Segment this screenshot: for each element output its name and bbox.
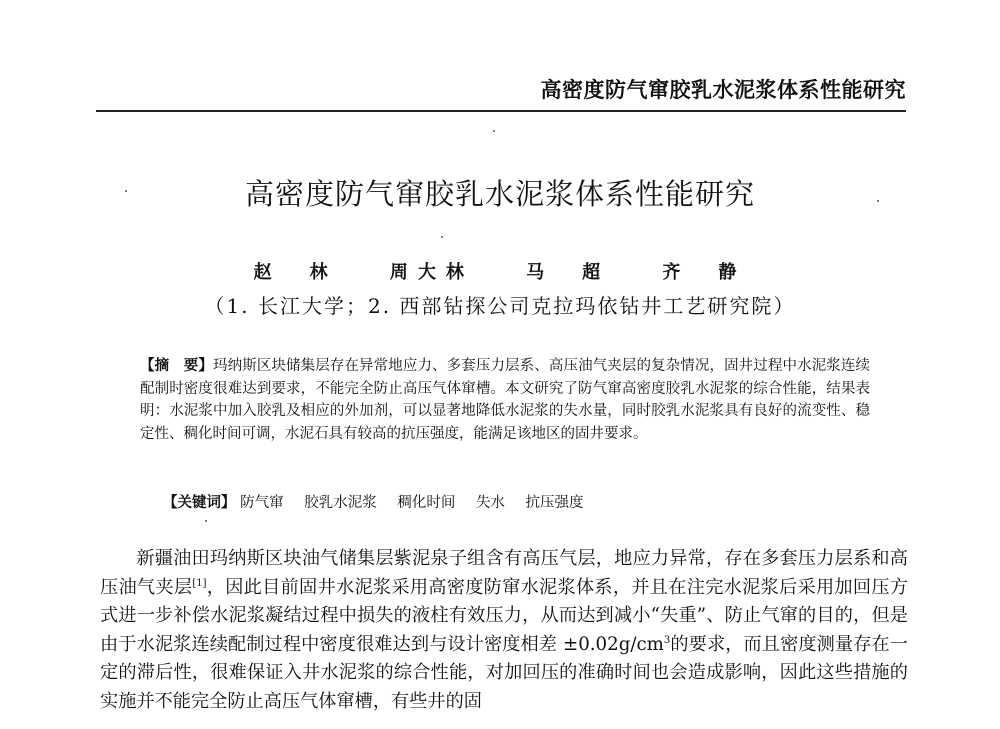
paper-title: 高密度防气窜胶乳水泥浆体系性能研究 bbox=[244, 177, 755, 211]
body-paragraph bbox=[100, 545, 908, 717]
author-2: 周大林 bbox=[389, 262, 474, 283]
keyword-item: 失水 bbox=[475, 495, 505, 511]
scan-speck bbox=[205, 520, 207, 522]
abstract-label: 【摘 要】 bbox=[140, 358, 214, 374]
author-list bbox=[0, 258, 1000, 284]
keywords-label: 【关键词】 bbox=[163, 495, 236, 511]
keyword-item: 防气窜 bbox=[240, 495, 284, 511]
scan-speck bbox=[493, 130, 495, 132]
affiliation: （1. 长江大学；2. 西部钻探公司克拉玛依钻井工艺研究院） bbox=[204, 294, 796, 318]
body-text bbox=[100, 545, 908, 717]
scan-speck bbox=[125, 190, 127, 192]
keyword-item: 稠化时间 bbox=[397, 495, 456, 511]
keyword-item: 抗压强度 bbox=[525, 495, 584, 511]
citation-ref: [1] bbox=[192, 577, 207, 589]
author-3: 马 超 bbox=[526, 262, 611, 283]
body-text-part-1: 新疆油田玛纳斯区块油气储集层紫泥泉子组含有高压气层，地应力异常，存在多套压力层系和高压油气夹层 bbox=[100, 548, 908, 598]
body-text-part-2: ，因此目前固井水泥浆采用高密度防窜水泥浆体系，并且在注完水泥浆后采用加回压方式进一步补偿水泥浆凝结过程中损失的液柱有效压力，从而达到减小“失重”、防止气窜的目的，但是由于水泥浆连续配制过程中密度很难达到与设计密度相差 ±0.02g/cm bbox=[100, 576, 908, 655]
keywords bbox=[163, 491, 600, 512]
header-rule bbox=[96, 110, 906, 112]
body-text-part-3: 的要求，而且密度测量存在一定的滞后性，很难保证入井水泥浆的综合性能，对加回压的准确时间也会造成影响，因此这些措施的实施并不能完全防止高压气体窜槽，有些井的固 bbox=[100, 633, 908, 712]
keyword-item: 胶乳水泥浆 bbox=[304, 495, 377, 511]
scan-speck bbox=[441, 236, 443, 238]
running-header: 高密度防气窜胶乳水泥浆体系性能研究 bbox=[540, 78, 906, 102]
abstract bbox=[140, 355, 870, 445]
author-4: 齐 静 bbox=[662, 262, 747, 283]
abstract-text: 玛纳斯区块储集层存在异常地应力、多套压力层系、高压油气夹层的复杂情况，固井过程中水泥浆连续配制时密度很难达到要求，不能完全防止高压气体窜槽。本文研究了防气窜高密度胶乳水泥浆的综合性能，结果表明：水泥浆中加入胶乳及相应的外加剂，可以显著地降低水泥浆的失水量，同时胶乳水泥浆具有良好的流变性、稳定性、稠化时间可调，水泥石具有较高的抗压强度，能满足该地区的固井要求。 bbox=[140, 358, 871, 442]
scan-speck bbox=[877, 200, 879, 202]
author-1: 赵 林 bbox=[253, 262, 338, 283]
unit-superscript: 3 bbox=[663, 634, 671, 646]
